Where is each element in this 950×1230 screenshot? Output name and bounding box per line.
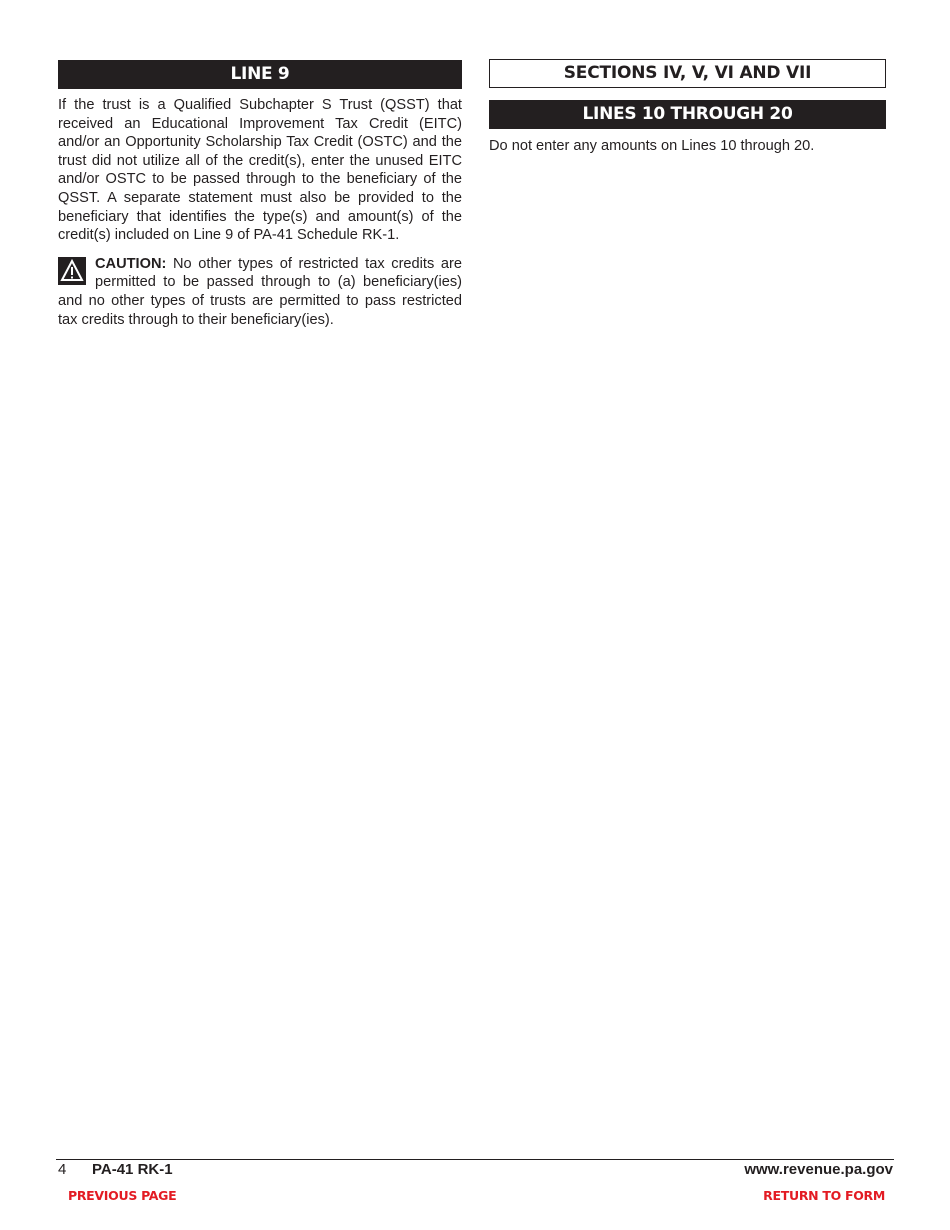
caution-note <box>58 255 462 329</box>
lines-10-20-text: Do not enter any amounts on Lines 10 through 20. <box>489 138 815 154</box>
line9-section <box>58 60 462 329</box>
footer-divider <box>56 1159 894 1160</box>
previous-page-link[interactable]: PREVIOUS PAGE <box>68 1188 177 1203</box>
line9-heading: LINE 9 <box>58 60 462 89</box>
warning-triangle-icon <box>58 257 86 285</box>
sections-heading: SECTIONS IV, V, VI AND VII <box>489 59 886 88</box>
sections-column <box>489 59 886 156</box>
caution-label: CAUTION: <box>95 255 167 272</box>
website-link[interactable]: www.revenue.pa.gov <box>744 1161 893 1178</box>
page-number: 4 <box>58 1161 67 1178</box>
return-to-form-link[interactable]: RETURN TO FORM <box>763 1188 885 1203</box>
line9-paragraph: If the trust is a Qualified Subchapter S Trust (QSST) that received an Educational Improvement Tax Credit (EITC) and/or an Opportunity Scholarship Tax Credit (OSTC) and the trust did not utilize all of the credit(s), enter the unused EITC and/or OSTC to be passed through to the beneficiary of the QSST. A separate statement must also be provided to the beneficiary that identifies the type(s) and amount(s) of the credit(s) included on Line 9 of PA-41 Schedule RK-1. <box>58 97 462 244</box>
caution-text: No other types of restricted tax credits are permitted to be passed through to (a) beneficiary(ies) and no other types of trusts are permitted to pass restricted tax credits through to their beneficiary(ies). <box>58 255 462 328</box>
form-name: PA-41 RK-1 <box>92 1161 173 1178</box>
lines-10-20-heading: LINES 10 THROUGH 20 <box>489 100 886 129</box>
